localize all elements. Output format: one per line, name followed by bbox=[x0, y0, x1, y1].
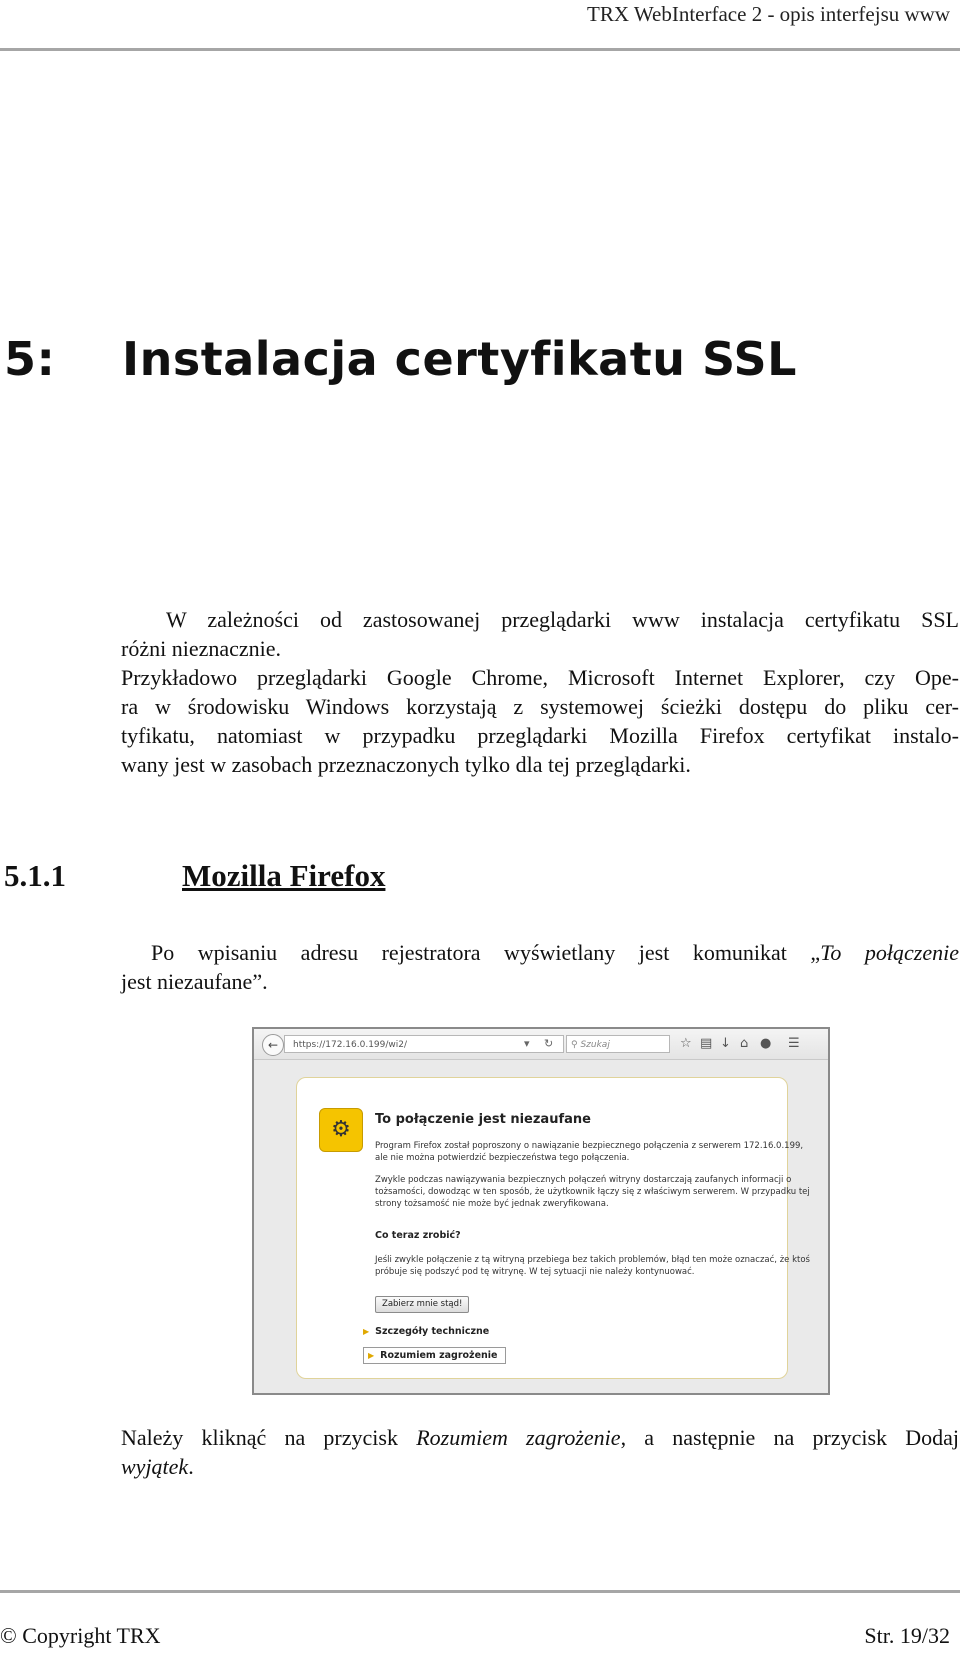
browsers-paragraph bbox=[121, 663, 959, 779]
intro-paragraph bbox=[121, 605, 959, 663]
reload-icon[interactable]: ↻ bbox=[544, 1037, 554, 1050]
instruction-emphasis-2: wyjątek bbox=[121, 1454, 189, 1479]
leave-button[interactable]: Zabierz mnie stąd! bbox=[375, 1296, 469, 1313]
error-title: To połączenie jest niezaufane bbox=[375, 1112, 591, 1127]
instruction-text-3: . bbox=[188, 1454, 194, 1479]
footer-page-number: Str. 19/32 bbox=[864, 1623, 950, 1648]
error-panel bbox=[296, 1077, 810, 1379]
what-now-heading: Co teraz zrobić? bbox=[375, 1230, 461, 1241]
what-now-line-1: Jeśli zwykle połączenie z tą witryną przebiega bez takich problemów, błąd ten może oznaczać, że ktoś bbox=[375, 1255, 810, 1265]
instruction-line-1 bbox=[121, 1423, 959, 1452]
error-text-line-3: Zwykle podczas nawiązywania bezpiecznych połączeń witryny dostarczają zaufanych informacji o bbox=[375, 1175, 792, 1185]
instruction-text-1: Należy kliknąć na przycisk bbox=[121, 1425, 417, 1450]
chapter-heading bbox=[4, 332, 797, 386]
intro-line-1: W zależności od zastosowanej przeglądarki www instalacja certyfikatu SSL bbox=[166, 607, 959, 632]
firefox-text-3: ”. bbox=[252, 969, 268, 994]
what-now-line-2: próbuje się podszyć pod tę witrynę. W tej sytuacji nie należy kontynuować. bbox=[375, 1267, 695, 1277]
instruction-emphasis-1: Rozumiem zagrożenie bbox=[416, 1425, 621, 1450]
chapter-title: Instalacja certyfikatu SSL bbox=[122, 332, 797, 386]
home-icon[interactable]: ⌂ bbox=[740, 1036, 749, 1051]
search-bar[interactable] bbox=[566, 1035, 670, 1053]
error-text-line-2: ale nie można potwierdzić bezpieczeństwa tego połączenia. bbox=[375, 1153, 630, 1163]
browsers-line-2: ra w środowisku Windows korzystają z systemowej ścieżki dostępu do pliku cer- bbox=[121, 694, 959, 719]
browsers-line-1: Przykładowo przeglądarki Google Chrome, Microsoft Internet Explorer, czy Ope- bbox=[121, 665, 959, 690]
understand-risk-label: Rozumiem zagrożenie bbox=[380, 1350, 498, 1361]
firefox-text-1: Po wpisaniu adresu rejestratora wyświetlany jest komunikat „ bbox=[151, 940, 821, 965]
address-bar[interactable]: https://172.16.0.199/wi2/ bbox=[284, 1035, 564, 1053]
clipboard-icon[interactable]: ▤ bbox=[700, 1036, 713, 1051]
expand-triangle-icon: ▶ bbox=[368, 1351, 375, 1360]
back-arrow-icon[interactable]: ← bbox=[262, 1034, 284, 1056]
section-number: 5.1.1 bbox=[4, 858, 66, 893]
star-icon[interactable]: ☆ bbox=[680, 1036, 692, 1051]
firefox-line-1 bbox=[121, 938, 959, 967]
footer-copyright: © Copyright TRX bbox=[0, 1623, 161, 1648]
firefox-text-2: jest niezaufane bbox=[121, 969, 253, 994]
intro-line-2: różni nieznacznie. bbox=[121, 636, 282, 661]
menu-icon[interactable]: ☰ bbox=[788, 1036, 800, 1051]
browser-toolbar bbox=[254, 1029, 828, 1060]
error-text-line-4: tożsamości, dowodząc w ten sposób, że użytkownik łączy się z właściwym serwerem. W przypadku tej bbox=[375, 1187, 810, 1197]
instruction-text-2: , a następnie na przycisk Dodaj bbox=[620, 1425, 960, 1450]
search-placeholder: Szukaj bbox=[580, 1040, 610, 1050]
browsers-line-4: wany jest w zasobach przeznaczonych tylko dla tej przeglądarki. bbox=[121, 752, 691, 777]
firefox-line-2 bbox=[121, 967, 959, 996]
firefox-paragraph bbox=[121, 938, 959, 996]
error-text-line-5: strony tożsamość nie może być jednak zweryfikowana. bbox=[375, 1199, 609, 1209]
browsers-line-3: tyfikatu, natomiast w przypadku przeglądarki Mozilla Firefox certyfikat instalo- bbox=[121, 723, 959, 748]
instruction-line-2 bbox=[121, 1452, 959, 1481]
running-header: TRX WebInterface 2 - opis interfejsu www bbox=[587, 2, 950, 26]
expand-triangle-icon: ▶ bbox=[363, 1327, 370, 1336]
technical-details-label: Szczegóły techniczne bbox=[375, 1326, 490, 1337]
technical-details-expander[interactable] bbox=[363, 1326, 489, 1337]
dropdown-arrow-icon[interactable]: ▾ bbox=[524, 1037, 530, 1050]
chat-icon[interactable]: ● bbox=[760, 1036, 772, 1051]
instruction-paragraph bbox=[121, 1423, 959, 1481]
understand-risk-expander[interactable] bbox=[363, 1350, 506, 1361]
header-rule bbox=[0, 48, 960, 51]
download-icon[interactable]: ↓ bbox=[720, 1036, 731, 1051]
error-text-line-1: Program Firefox został poproszony o nawiązanie bezpiecznego połączenia z serwerem 172.16.0.199, bbox=[375, 1141, 804, 1151]
section-title: Mozilla Firefox bbox=[182, 858, 386, 893]
firefox-screenshot bbox=[252, 1027, 830, 1395]
search-icon: ⚲ bbox=[571, 1040, 581, 1050]
chapter-number: 5: bbox=[4, 332, 56, 386]
firefox-emphasis: To połączenie bbox=[820, 940, 959, 965]
section-heading bbox=[4, 858, 385, 894]
footer-rule bbox=[0, 1590, 960, 1593]
police-warning-icon: ⚙ bbox=[319, 1108, 363, 1152]
